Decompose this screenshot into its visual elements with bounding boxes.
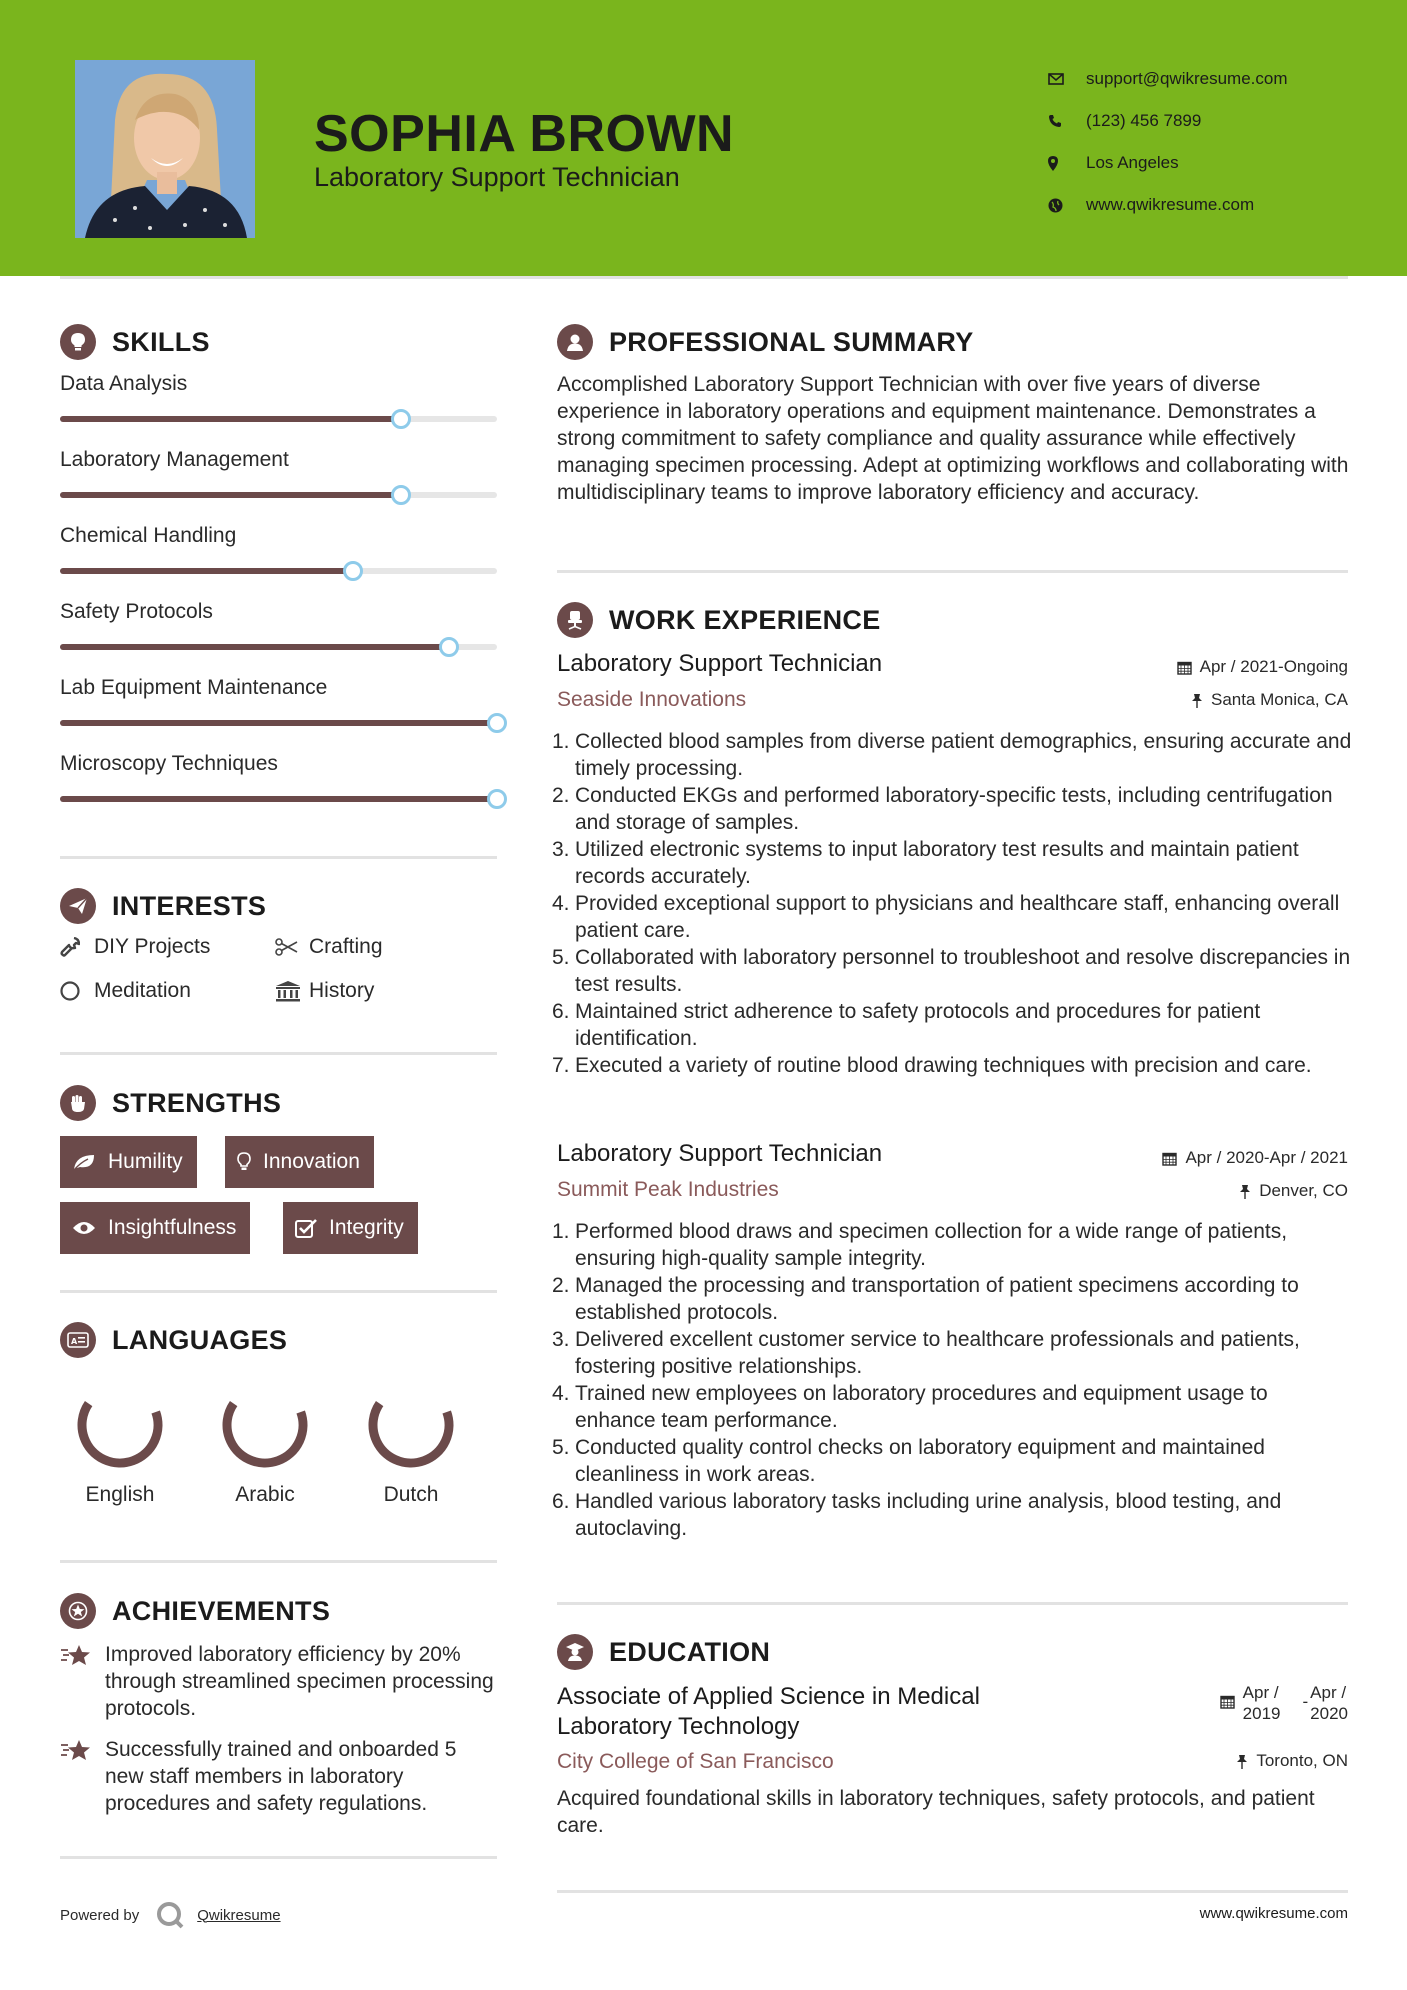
user-icon: [557, 324, 593, 360]
skill-bar-fill: [60, 796, 497, 802]
bullet-text: Handled various laboratory tasks including urine analysis, blood testing, and autoclaving.: [575, 1490, 1282, 1540]
interest-label: History: [309, 979, 375, 1002]
job-bullet: [552, 1272, 1352, 1326]
achievement-item: [60, 1736, 497, 1817]
strengths-divider: [60, 1290, 497, 1293]
bullet-text: Collected blood samples from diverse patient demographics, ensuring accurate and timely processing.: [575, 730, 1352, 780]
calendar-icon: [1177, 660, 1192, 675]
bullet-text: Managed the processing and transportation of patient specimens according to established protocols.: [575, 1274, 1299, 1324]
strength-badge-insightfulness: [60, 1202, 250, 1254]
interest-crafting: [275, 935, 383, 959]
job-title: Laboratory Support Technician: [557, 1140, 883, 1167]
language-progress-ring: [361, 1375, 461, 1475]
job-bullet: [552, 1434, 1352, 1488]
job-bullet: [552, 890, 1352, 944]
education-location-text: Toronto, ON: [1256, 1751, 1348, 1770]
education-divider: [557, 1890, 1348, 1893]
star-icon: [60, 1736, 105, 1817]
language-progress-arc: [71, 1376, 168, 1473]
contact-phone-text: (123) 456 7899: [1086, 111, 1202, 130]
summary-title: PROFESSIONAL SUMMARY: [609, 326, 974, 357]
bullet-text: Executed a variety of routine blood drawing techniques with precision and care.: [575, 1054, 1312, 1077]
contact-location-text: Los Angeles: [1086, 153, 1179, 172]
experience-divider: [557, 1602, 1348, 1605]
education-dates: [1220, 1682, 1348, 1724]
contact-website[interactable]: [1048, 184, 1288, 226]
summary-heading: [557, 324, 974, 360]
job-location: [1239, 1181, 1348, 1201]
strengths-title: STRENGTHS: [112, 1087, 282, 1118]
strength-label: Integrity: [329, 1216, 404, 1239]
skill-bar-fill: [60, 416, 401, 422]
degree-line: Laboratory Technology: [557, 1713, 800, 1740]
skill-bar: [60, 568, 497, 574]
strength-badge-integrity: [283, 1202, 418, 1254]
languages-divider: [60, 1560, 497, 1563]
id-card-icon: [60, 1322, 96, 1358]
strength-badge-humility: [60, 1136, 197, 1188]
wrench-icon: [60, 937, 94, 957]
bullet-text: Utilized electronic systems to input laboratory test results and maintain patient records accurately.: [575, 838, 1299, 888]
languages-title: LANGUAGES: [112, 1324, 288, 1355]
bullet-text: Trained new employees on laboratory procedures and equipment usage to enhance team performance.: [575, 1382, 1268, 1432]
interest-history: [275, 979, 374, 1003]
header-divider: [60, 276, 1348, 279]
bullet-text: Maintained strict adherence to safety protocols and procedures for patient identification.: [575, 1000, 1261, 1050]
museum-icon: [275, 980, 309, 1002]
job-bullet-list: [552, 728, 1352, 1079]
language-progress-ring: [215, 1375, 315, 1475]
job-bullet: [552, 782, 1352, 836]
strength-label: Innovation: [263, 1150, 360, 1173]
job-bullet: [552, 944, 1352, 998]
language-item: [351, 1375, 471, 1507]
bullet-text: Collaborated with laboratory personnel to troubleshoot and resolve discrepancies in test results.: [575, 946, 1351, 996]
education-description: Acquired foundational skills in laboratory techniques, safety protocols, and patient care.: [557, 1787, 1315, 1837]
language-label: Dutch: [383, 1483, 439, 1506]
job-bullet: [552, 836, 1352, 890]
skill-bar: [60, 644, 497, 650]
skills-heading: [60, 324, 210, 360]
pushpin-icon: [1236, 1754, 1248, 1769]
interest-label: Crafting: [309, 935, 383, 958]
skill-bar-fill: [60, 644, 449, 650]
candidate-title: Laboratory Support Technician: [314, 162, 680, 192]
bullet-number: 1.: [552, 1220, 570, 1243]
bullet-number: 6.: [552, 1490, 570, 1513]
skill-bar-knob: [487, 789, 507, 809]
leaf-icon: [72, 1153, 96, 1171]
job-dates-text: Apr / 2020-Apr / 2021: [1185, 1148, 1348, 1167]
school-name: City College of San Francisco: [557, 1750, 834, 1773]
qwikresume-link[interactable]: Qwikresume: [197, 1906, 281, 1924]
bullet-number: 2.: [552, 1274, 570, 1297]
job-bullet-list: [552, 1218, 1352, 1542]
star-badge-icon: [60, 1593, 96, 1629]
checkbox-icon: [295, 1218, 317, 1238]
job-dates: [1162, 1148, 1348, 1168]
qwikresume-logo-icon: [155, 1900, 185, 1930]
bullet-number: 5.: [552, 946, 570, 969]
bullet-number: 6.: [552, 1000, 570, 1023]
office-chair-icon: [557, 602, 593, 638]
job-title: Laboratory Support Technician: [557, 650, 883, 677]
location-pin-icon: [1048, 156, 1086, 171]
job-bullet: [552, 1326, 1352, 1380]
interest-diy-projects: [60, 935, 210, 959]
skill-label: Microscopy Techniques: [60, 752, 278, 775]
interests-heading: [60, 888, 266, 924]
bullet-number: 1.: [552, 730, 570, 753]
bullet-text: Delivered excellent customer service to healthcare professionals and patients, fostering positive relationships.: [575, 1328, 1300, 1378]
education-start-month: Apr /: [1242, 1683, 1279, 1702]
education-heading: [557, 1634, 770, 1670]
skill-bar-knob: [439, 637, 459, 657]
bullet-text: Performed blood draws and specimen collection for a wide range of patients, ensuring high-quality sample integrity.: [575, 1220, 1288, 1270]
language-item: [205, 1375, 325, 1507]
skill-label: Lab Equipment Maintenance: [60, 676, 328, 699]
language-label: English: [85, 1483, 155, 1506]
svg-text:A: A: [71, 1337, 78, 1346]
strength-badge-innovation: [225, 1136, 374, 1188]
skill-label: Data Analysis: [60, 372, 188, 395]
skill-bar-fill: [60, 568, 353, 574]
skills-title: SKILLS: [112, 326, 210, 357]
language-progress-arc: [362, 1376, 459, 1473]
date-separator: -: [1302, 1692, 1309, 1711]
eye-icon: [72, 1220, 96, 1236]
skill-label: Safety Protocols: [60, 600, 213, 623]
interests-divider: [60, 1052, 497, 1055]
skill-bar-knob: [487, 713, 507, 733]
education-location: [1236, 1751, 1348, 1771]
contact-info: [1048, 58, 1288, 226]
summary-text: Accomplished Laboratory Support Technician with over five years of diverse experience in laboratory operations and equipment maintenance. Demonstrates a strong commitment to safety compliance and quality assurance while effectively managing specimen processing. Adept at optimizing workflows and collaborating with multidisciplinary teams to improve laboratory efficiency and accuracy.: [557, 373, 1349, 504]
bullet-number: 3.: [552, 1328, 570, 1351]
job-dates: [1177, 657, 1348, 677]
calendar-icon: [1162, 1151, 1177, 1166]
footer-powered-by: [60, 1900, 281, 1930]
skill-bar: [60, 492, 497, 498]
strengths-heading: [60, 1085, 281, 1121]
skill-bar-knob: [391, 485, 411, 505]
contact-phone[interactable]: [1048, 100, 1288, 142]
degree-line: Associate of Applied Science in Medical: [557, 1683, 980, 1710]
experience-title: WORK EXPERIENCE: [609, 604, 881, 635]
skill-bar-knob: [343, 561, 363, 581]
fist-icon: [60, 1085, 96, 1121]
contact-website-text: www.qwikresume.com: [1086, 195, 1255, 214]
bullet-text: Provided exceptional support to physicians and healthcare staff, enhancing overall patient care.: [575, 892, 1340, 942]
language-progress-ring: [70, 1375, 170, 1475]
skill-bar: [60, 416, 497, 422]
skills-divider: [60, 856, 497, 859]
achievement-item: [60, 1641, 497, 1722]
interest-meditation: [60, 979, 191, 1003]
skill-label: Laboratory Management: [60, 448, 289, 471]
skill-bar-knob: [391, 409, 411, 429]
language-progress-arc: [216, 1376, 313, 1473]
language-label: Arabic: [235, 1483, 295, 1506]
education-title: EDUCATION: [609, 1636, 771, 1667]
job-location-text: Denver, CO: [1259, 1181, 1348, 1200]
job-bullet: [552, 1218, 1352, 1272]
achievements-heading: [60, 1593, 330, 1629]
job-location: [1191, 690, 1348, 710]
education-start: [1243, 1682, 1281, 1724]
paper-plane-icon: [60, 888, 96, 924]
powered-by-text: Powered by: [60, 1906, 140, 1924]
strength-label: Insightfulness: [108, 1216, 237, 1239]
bullet-number: 4.: [552, 892, 570, 915]
footer-url[interactable]: www.qwikresume.com: [1199, 1905, 1348, 1922]
skill-bar-fill: [60, 492, 401, 498]
bullet-text: Conducted quality control checks on laboratory equipment and maintained cleanliness in work areas.: [575, 1436, 1265, 1486]
degree-title: [557, 1682, 980, 1742]
language-item: [60, 1375, 180, 1507]
star-icon: [60, 1641, 105, 1722]
bullet-number: 2.: [552, 784, 570, 807]
skill-label: Chemical Handling: [60, 524, 237, 547]
bullet-number: 7.: [552, 1054, 570, 1077]
company-name: Seaside Innovations: [557, 688, 747, 711]
graduate-icon: [557, 1634, 593, 1670]
achievement-text: Successfully trained and onboarded 5 new staff members in laboratory procedures and safety regulations.: [105, 1738, 457, 1815]
company-name: Summit Peak Industries: [557, 1178, 779, 1201]
lightbulb-icon: [60, 324, 96, 360]
lightbulb-icon: [237, 1152, 251, 1172]
job-bullet: [552, 1488, 1352, 1542]
scissors-icon: [275, 938, 309, 956]
education-end-month: Apr /: [1310, 1683, 1347, 1702]
bullet-number: 3.: [552, 838, 570, 861]
skill-bar-fill: [60, 720, 497, 726]
education-end: [1310, 1682, 1348, 1724]
experience-heading: [557, 602, 881, 638]
bullet-text: Conducted EKGs and performed laboratory-specific tests, including centrifugation and storage of samples.: [575, 784, 1333, 834]
strength-label: Humility: [108, 1150, 183, 1173]
education-end-year: 2020: [1310, 1704, 1348, 1723]
job-bullet: [552, 1380, 1352, 1434]
phone-icon: [1048, 114, 1086, 128]
pushpin-icon: [1191, 693, 1203, 708]
contact-location: [1048, 142, 1288, 184]
contact-email[interactable]: [1048, 58, 1288, 100]
interest-label: DIY Projects: [94, 935, 211, 958]
circle-icon: [60, 981, 94, 1001]
summary-divider: [557, 570, 1348, 573]
pushpin-icon: [1239, 1184, 1251, 1199]
job-dates-text: Apr / 2021-Ongoing: [1199, 657, 1348, 676]
contact-email-text: support@qwikresume.com: [1086, 69, 1288, 88]
job-bullet: [552, 728, 1352, 782]
skill-bar: [60, 720, 497, 726]
calendar-icon: [1220, 1694, 1235, 1709]
job-bullet: [552, 1052, 1352, 1079]
achievements-divider: [60, 1856, 497, 1859]
interest-label: Meditation: [94, 979, 191, 1002]
achievements-title: ACHIEVEMENTS: [112, 1595, 331, 1626]
bullet-number: 5.: [552, 1436, 570, 1459]
job-location-text: Santa Monica, CA: [1210, 690, 1348, 709]
education-start-year: 2019: [1242, 1704, 1281, 1723]
bullet-number: 4.: [552, 1382, 570, 1405]
skill-bar: [60, 796, 497, 802]
candidate-name: SOPHIA BROWN: [314, 105, 735, 163]
globe-icon: [1048, 198, 1086, 213]
envelope-icon: [1048, 73, 1086, 85]
profile-photo: [75, 60, 255, 238]
interests-title: INTERESTS: [112, 890, 267, 921]
achievement-text: Improved laboratory efficiency by 20% through streamlined specimen processing protocols.: [105, 1643, 494, 1720]
job-bullet: [552, 998, 1352, 1052]
languages-heading: [60, 1322, 287, 1358]
